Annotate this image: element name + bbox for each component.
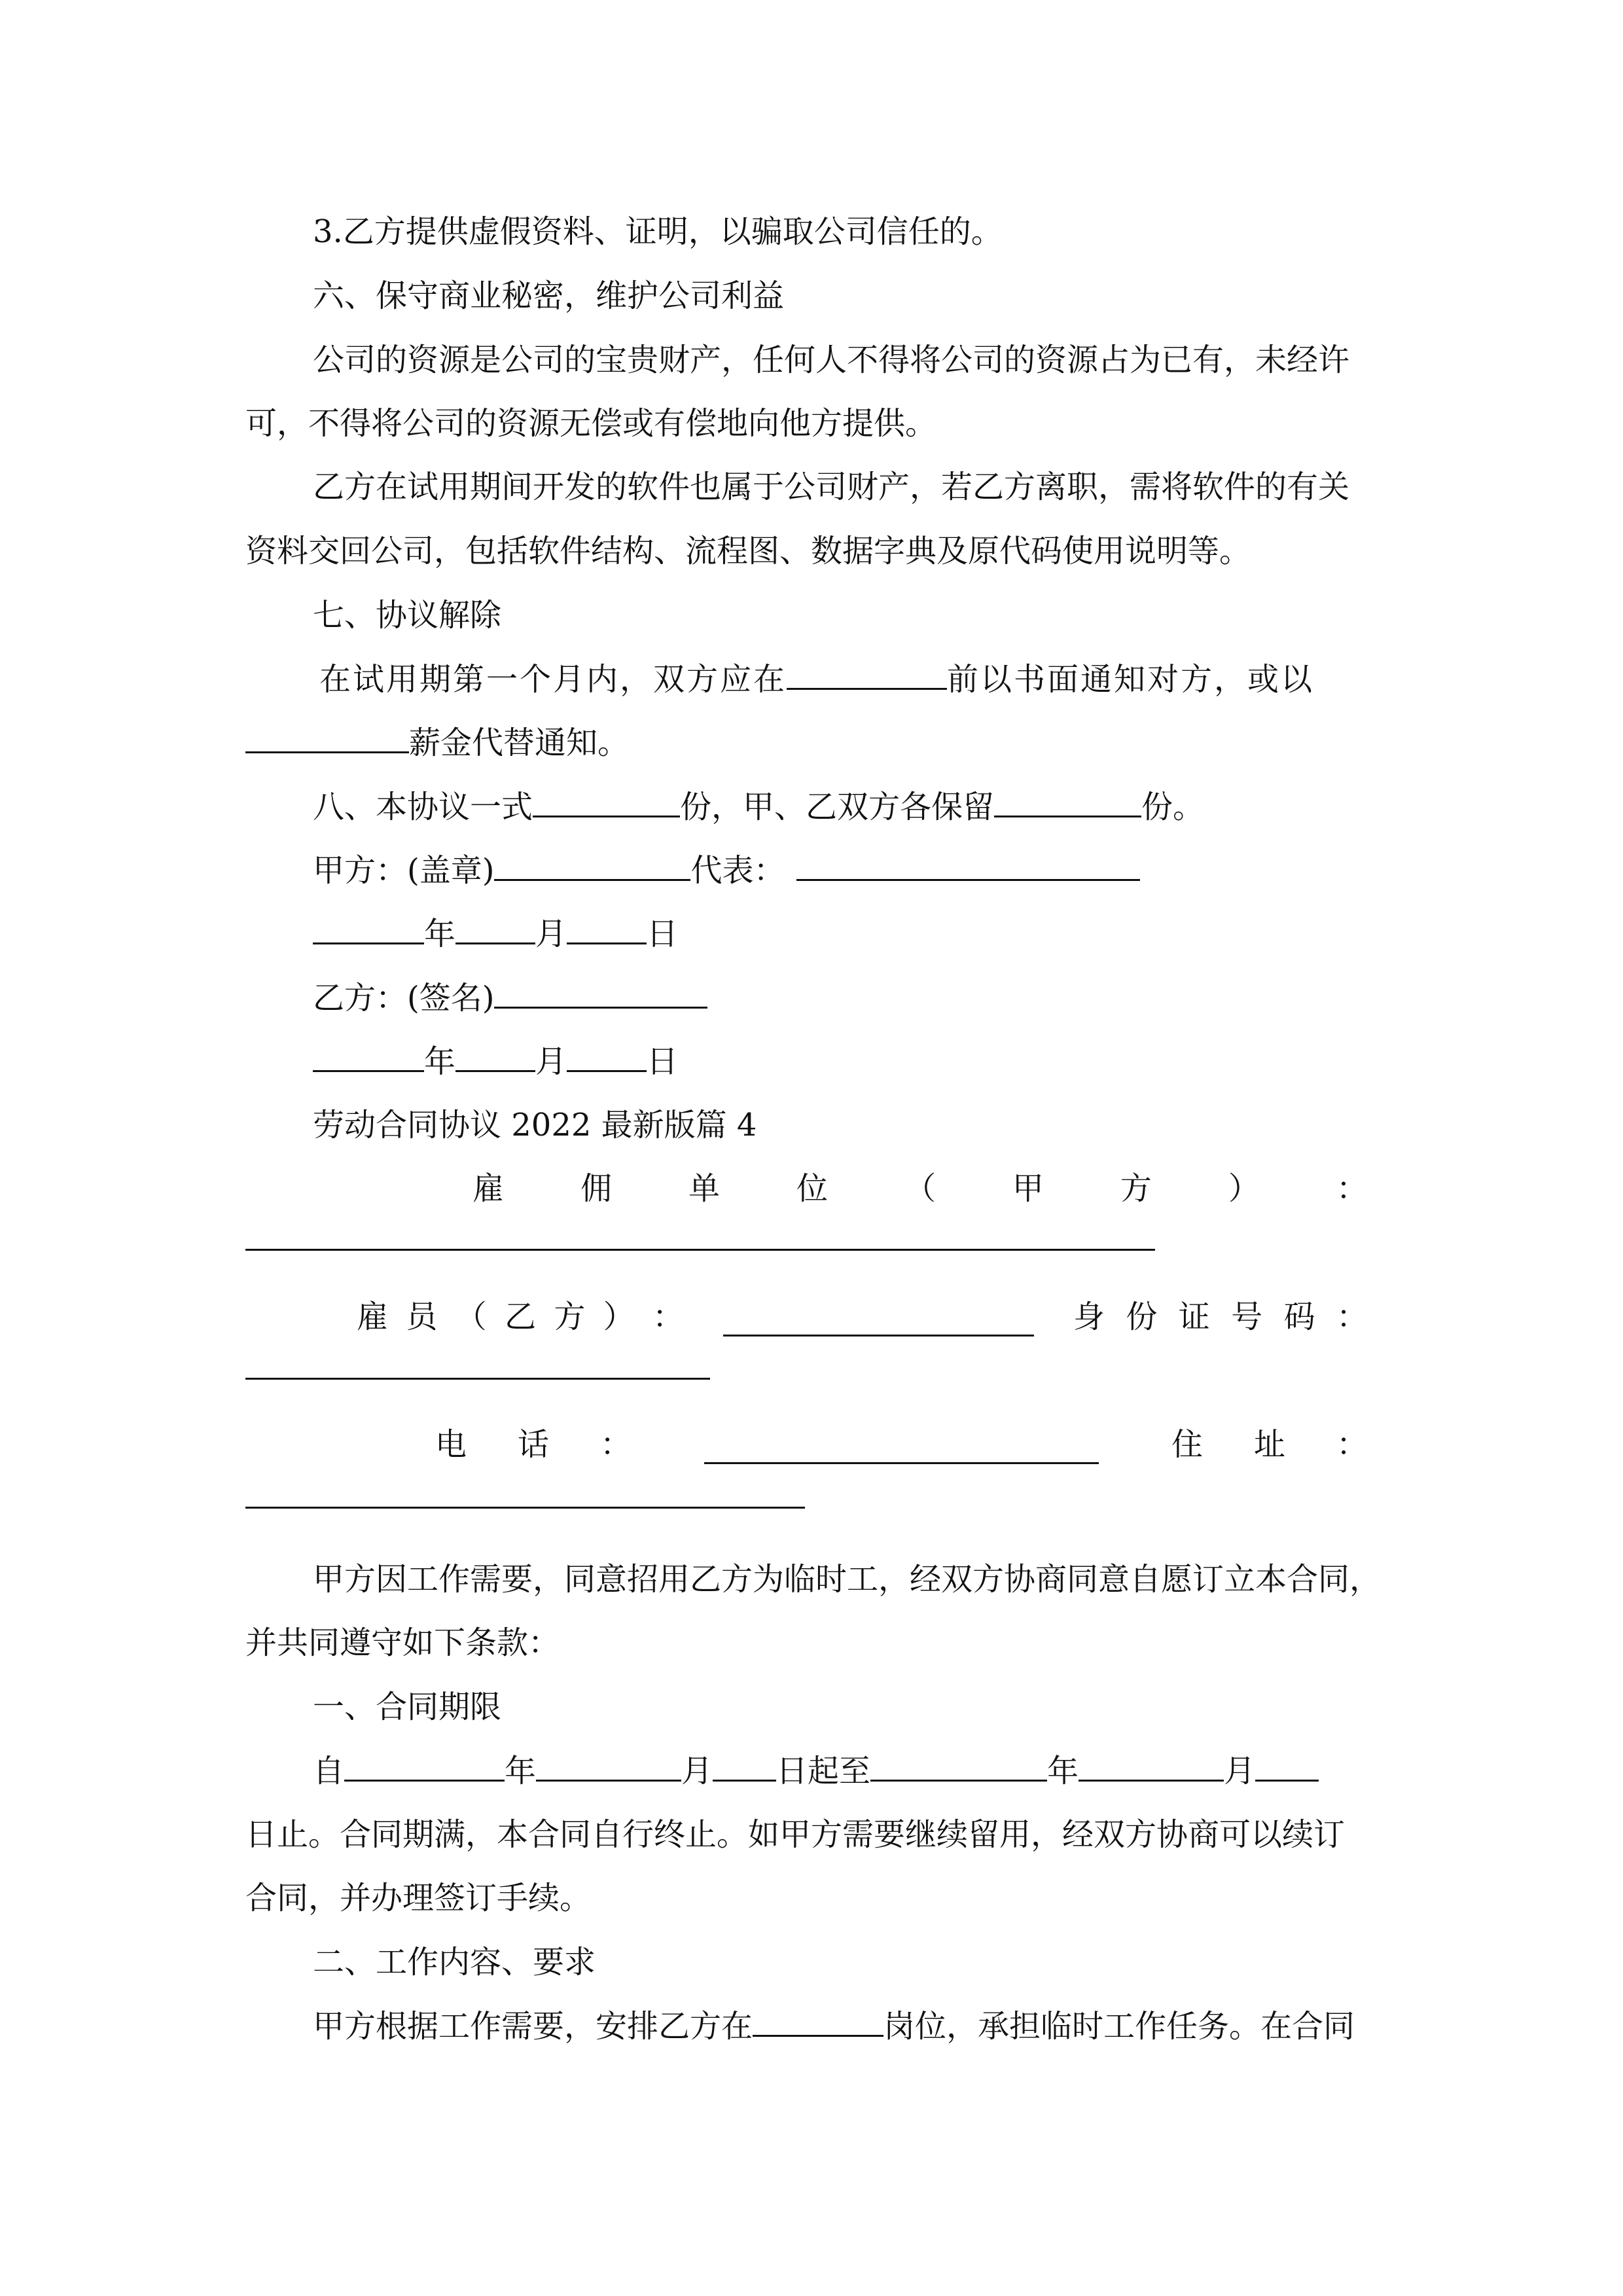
month-label: 月 <box>681 1753 713 1789</box>
id-char: 证 <box>1178 1299 1210 1335</box>
day-label: 日 <box>647 916 679 952</box>
id-char: ： <box>1336 1299 1368 1335</box>
end-month-blank[interactable] <box>1079 1751 1224 1782</box>
contract-term-line-2: 日止。合同期满，本合同自行终止。如甲方需要继续留用，经双方协商可以续订 <box>245 1816 1346 1853</box>
employer-char: 方 <box>1120 1170 1152 1207</box>
year-label: 年 <box>1047 1753 1079 1789</box>
term-from-label: 自 <box>313 1753 345 1789</box>
employee-char: 员 <box>406 1299 438 1335</box>
start-day-blank[interactable] <box>713 1751 776 1782</box>
address-blank[interactable] <box>245 1507 805 1509</box>
start-day-label: 日起至 <box>776 1753 871 1789</box>
intro-line-2: 并共同遵守如下条款： <box>245 1624 560 1661</box>
contract-term-line-1 <box>313 1751 1387 1791</box>
phone-char: ： <box>599 1426 632 1463</box>
phone-blank[interactable] <box>704 1433 1099 1464</box>
start-year-blank[interactable] <box>344 1751 505 1782</box>
party-b-day-blank[interactable] <box>567 1041 647 1072</box>
phone-char: 话 <box>517 1426 549 1463</box>
section-7-title: 七、协议解除 <box>313 597 502 634</box>
employee-char: 乙 <box>504 1299 536 1335</box>
section-6-title: 六、保守商业秘密，维护公司利益 <box>313 278 785 314</box>
employee-label-spaced <box>357 1297 684 1336</box>
employer-char: ： <box>1336 1170 1368 1207</box>
year-label: 年 <box>505 1753 537 1789</box>
start-month-blank[interactable] <box>536 1751 681 1782</box>
resources-paragraph-line-2: 可，不得将公司的资源无偿或有偿地向他方提供。 <box>245 405 937 442</box>
salary-in-lieu-blank[interactable] <box>245 723 409 753</box>
job-assignment-line <box>313 2006 1387 2046</box>
employer-char: （ <box>904 1170 936 1207</box>
id-char: 份 <box>1126 1299 1158 1335</box>
party-a-day-blank[interactable] <box>567 914 647 944</box>
termination-text-c: 薪金代替通知。 <box>409 725 630 761</box>
termination-notice-line-2 <box>245 723 1387 762</box>
contract-term-line-3: 合同，并办理签订手续。 <box>245 1880 592 1916</box>
employer-char: 甲 <box>1012 1170 1044 1207</box>
representative-blank[interactable] <box>796 850 1140 881</box>
copies-text-b: 份，甲、乙双方各保留 <box>680 789 995 825</box>
month-label: 月 <box>1224 1753 1256 1789</box>
id-char: 码 <box>1283 1299 1315 1335</box>
termination-text-a: 在试用期第一个月内，双方应在 <box>319 661 787 698</box>
party-b-signature-blank[interactable] <box>494 978 707 1009</box>
id-number-label-spaced <box>1073 1297 1368 1336</box>
phone-char: 电 <box>435 1426 467 1463</box>
end-year-blank[interactable] <box>870 1751 1047 1782</box>
year-label: 年 <box>424 1043 456 1080</box>
job-position-blank[interactable] <box>753 2006 883 2037</box>
termination-text-b: 前以书面通知对方，或以 <box>947 661 1315 698</box>
month-label: 月 <box>535 916 567 952</box>
party-a-signature-line <box>313 850 1387 890</box>
party-a-date-line <box>313 914 1387 954</box>
employer-char: 位 <box>796 1170 828 1207</box>
software-paragraph-line-1: 乙方在试用期间开发的软件也属于公司财产，若乙方离职，需将软件的有关 <box>313 469 1350 505</box>
year-label: 年 <box>424 916 456 952</box>
party-a-seal-blank[interactable] <box>494 850 690 881</box>
party-b-label: 乙方：(签名) <box>313 980 495 1016</box>
software-paragraph-line-2: 资料交回公司，包括软件结构、流程图、数据字典及原代码使用说明等。 <box>245 533 1251 569</box>
employee-name-blank[interactable] <box>723 1306 1034 1336</box>
party-b-date-line <box>313 1041 1387 1081</box>
employee-char: （ <box>455 1299 487 1335</box>
party-a-label: 甲方：(盖章) <box>313 852 495 889</box>
employee-char: 方 <box>554 1299 586 1335</box>
address-label-spaced <box>1171 1425 1368 1464</box>
copies-text-a: 八、本协议一式 <box>313 789 533 825</box>
party-a-month-blank[interactable] <box>455 914 535 944</box>
employee-char: ） <box>603 1299 635 1335</box>
phone-address-line <box>435 1425 1368 1464</box>
address-char: 住 <box>1171 1426 1204 1463</box>
employer-label-spaced <box>473 1169 1368 1208</box>
termination-notice-line-1 <box>319 659 1461 699</box>
clause-3-false-info: 3.乙方提供虚假资料、证明，以骗取公司信任的。 <box>313 213 1003 250</box>
employer-char: 佣 <box>580 1170 612 1207</box>
address-char: 址 <box>1253 1426 1285 1463</box>
job-text-a: 甲方根据工作需要，安排乙方在 <box>313 2008 753 2045</box>
employer-char: 雇 <box>473 1170 505 1207</box>
employee-char: 雇 <box>357 1299 389 1335</box>
id-char: 身 <box>1073 1299 1105 1335</box>
employer-char: ） <box>1228 1170 1260 1207</box>
section-8-copies <box>313 787 1387 827</box>
section-2-title: 二、工作内容、要求 <box>313 1944 596 1981</box>
employer-char: 单 <box>688 1170 720 1207</box>
employee-char: ： <box>652 1299 684 1335</box>
id-char: 号 <box>1231 1299 1263 1335</box>
end-day-blank[interactable] <box>1255 1751 1319 1782</box>
party-b-year-blank[interactable] <box>313 1041 424 1072</box>
employer-blank[interactable] <box>245 1249 1155 1251</box>
contract-4-heading: 劳动合同协议 2022 最新版篇 4 <box>313 1107 757 1143</box>
resources-paragraph-line-1: 公司的资源是公司的宝贵财产，任何人不得将公司的资源占为已有，未经许 <box>313 342 1350 378</box>
intro-line-1: 甲方因工作需要，同意招用乙方为临时工，经双方协商同意自愿订立本合同， <box>313 1561 1382 1598</box>
party-a-year-blank[interactable] <box>313 914 424 944</box>
notice-period-blank[interactable] <box>787 659 947 690</box>
section-1-title: 一、合同期限 <box>313 1689 502 1725</box>
phone-label-spaced <box>435 1425 632 1464</box>
address-char: ： <box>1336 1426 1368 1463</box>
party-b-signature-line <box>313 978 1387 1018</box>
party-b-month-blank[interactable] <box>455 1041 535 1072</box>
representative-label: 代表： <box>690 852 785 889</box>
copies-text-c: 份。 <box>1141 789 1205 825</box>
total-copies-blank[interactable] <box>533 787 680 817</box>
employee-id-line <box>357 1297 1368 1336</box>
id-number-blank[interactable] <box>245 1378 710 1380</box>
day-label: 日 <box>647 1043 679 1080</box>
each-party-copies-blank[interactable] <box>994 787 1141 817</box>
month-label: 月 <box>535 1043 567 1080</box>
job-text-b: 岗位，承担临时工作任务。在合同 <box>883 2008 1355 2045</box>
